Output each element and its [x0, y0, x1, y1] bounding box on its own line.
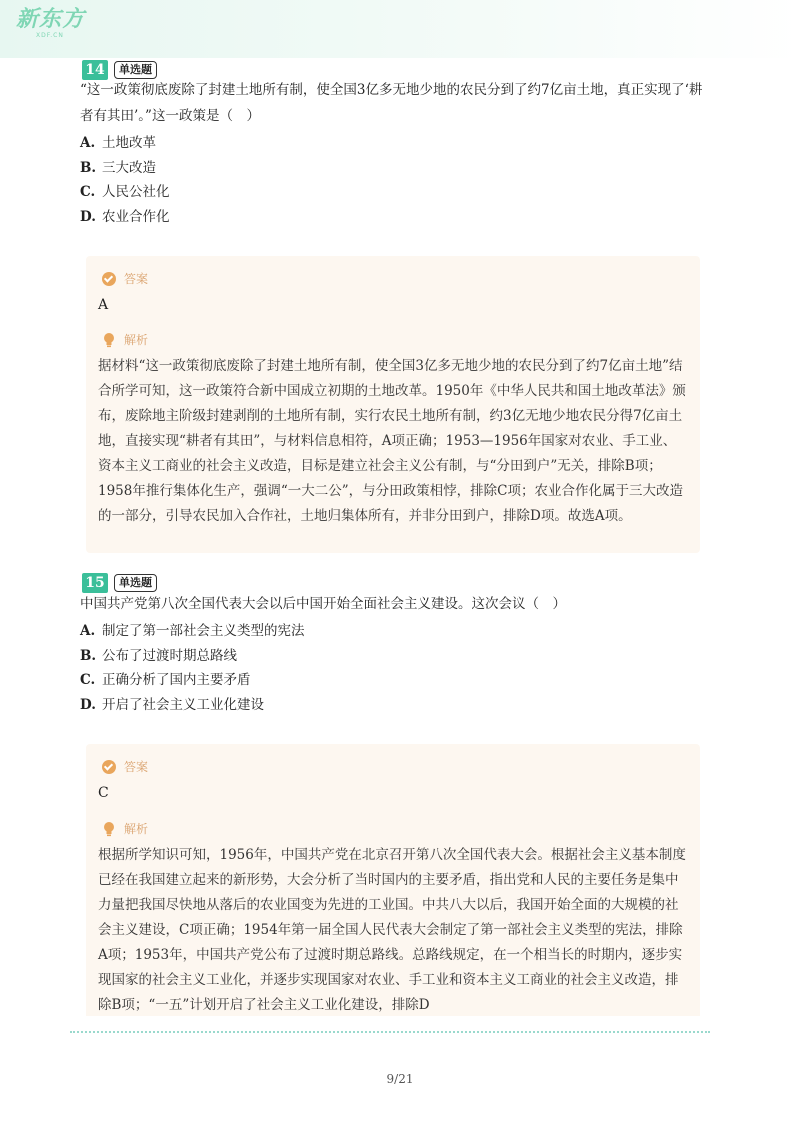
logo-text: 新东方	[16, 7, 86, 32]
option-c[interactable]	[80, 180, 700, 205]
question-15-header	[82, 573, 157, 593]
check-circle-icon	[102, 272, 116, 286]
logo	[16, 8, 85, 40]
answer-label: 答案	[124, 272, 149, 286]
option-text: 农业合作化	[102, 208, 170, 225]
option-text: 土地改革	[102, 135, 156, 151]
analysis-text: 根据所学知识可知，1956年，中国共产党在北京召开第八次全国代表大会。根据社会主义基本制度已经在我国建立起来的新形势，大会分析了当时国内的主要矛盾，指出党和人民的主要任务是集中力量把我国尽快地从落后的农业国变为先进的工业国。中共八大以后，我国开始全面的大规模的社会主义建设，C项正确；1954年第一届全国人民代表大会制定了第一部社会主义类型的宪法，排除A项；1953年，中国共产党公布了过渡时期总路线。总路线规定，在一个相当长的时期内，逐步实现国家的社会主义工业化，并逐步实现国家对农业、手工业和资本主义工商业的社会主义改造，排除B项；“一五”计划开启了社会主义工业化建设，排除D	[98, 847, 686, 1013]
option-text: 开启了社会主义工业化建设	[102, 696, 264, 713]
answer-label-row	[102, 758, 148, 775]
answer-label-row	[102, 270, 148, 287]
question-type-badge: 单选题	[114, 574, 157, 592]
option-c[interactable]	[80, 668, 700, 693]
option-text: 三大改造	[102, 159, 156, 176]
answer-value: A	[98, 297, 109, 313]
header-band	[0, 0, 800, 58]
option-text: 制定了第一部社会主义类型的宪法	[102, 623, 305, 639]
option-b[interactable]	[80, 644, 700, 669]
page-number: 9/21	[386, 1072, 414, 1086]
analysis-text: 据材料“这一政策彻底废除了封建土地所有制，使全国3亿多无地少地的农民分到了约7亿亩土地”结合所学可知，这一政策符合新中国成立初期的土地改革。1950年《中华人民共和国土地改革法》颁布，废除地主阶级封建剥削的土地所有制，实行农民土地所有制，约3亿无地少地农民分得7亿亩土地，直接实现“耕者有其田”，与材料信息相符，A项正确；1953—1956年国家对农业、手工业、资本主义工商业的社会主义改造，目标是建立社会主义公有制，与“分田到户”无关，排除B项；1958年推行集体化生产，强调“一大二公”，与分田政策相悖，排除C项；农业合作化属于三大改造的一部分，引导农民加入合作社，土地归集体所有，并非分田到户，排除D项。故选A项。	[98, 358, 686, 524]
option-letter: B.	[80, 159, 97, 176]
answer-label: 答案	[124, 760, 149, 774]
analysis-label: 解析	[124, 333, 149, 347]
option-letter: A.	[80, 623, 96, 639]
check-circle-icon	[102, 760, 116, 774]
option-list	[80, 131, 700, 229]
option-letter: D.	[80, 696, 96, 713]
option-d[interactable]	[80, 693, 700, 718]
option-letter: A.	[80, 135, 96, 151]
option-text: 公布了过渡时期总路线	[102, 647, 237, 664]
option-d[interactable]	[80, 205, 700, 230]
option-list	[80, 619, 700, 717]
option-a[interactable]	[80, 131, 700, 156]
analysis-label: 解析	[124, 822, 149, 836]
analysis-label-row	[102, 820, 148, 837]
option-text: 人民公社化	[102, 184, 170, 200]
option-text: 正确分析了国内主要矛盾	[102, 672, 251, 688]
option-letter: C.	[80, 184, 96, 200]
question-number: 15	[82, 573, 108, 593]
question-type-badge: 单选题	[114, 61, 157, 79]
answer-value: C	[98, 785, 109, 801]
question-stem: “这一政策彻底废除了封建土地所有制，使全国3亿多无地少地的农民分到了约7亿亩土地，真正实现了‘耕者有其田’。”这一政策是（ ）	[80, 82, 703, 124]
option-letter: B.	[80, 647, 97, 664]
answer-box	[86, 256, 700, 553]
analysis-label-row	[102, 331, 148, 348]
lightbulb-icon	[102, 332, 116, 348]
question-number: 14	[82, 60, 108, 80]
question-stem: 中国共产党第八次全国代表大会以后中国开始全面社会主义建设。这次会议（ ）	[80, 596, 566, 612]
option-b[interactable]	[80, 156, 700, 181]
footer-divider	[70, 1031, 710, 1033]
option-letter: D.	[80, 208, 96, 225]
lightbulb-icon	[102, 821, 116, 837]
logo-subtext: XDF.CN	[36, 32, 64, 39]
answer-box	[86, 744, 700, 1016]
option-a[interactable]	[80, 619, 700, 644]
option-letter: C.	[80, 672, 96, 688]
